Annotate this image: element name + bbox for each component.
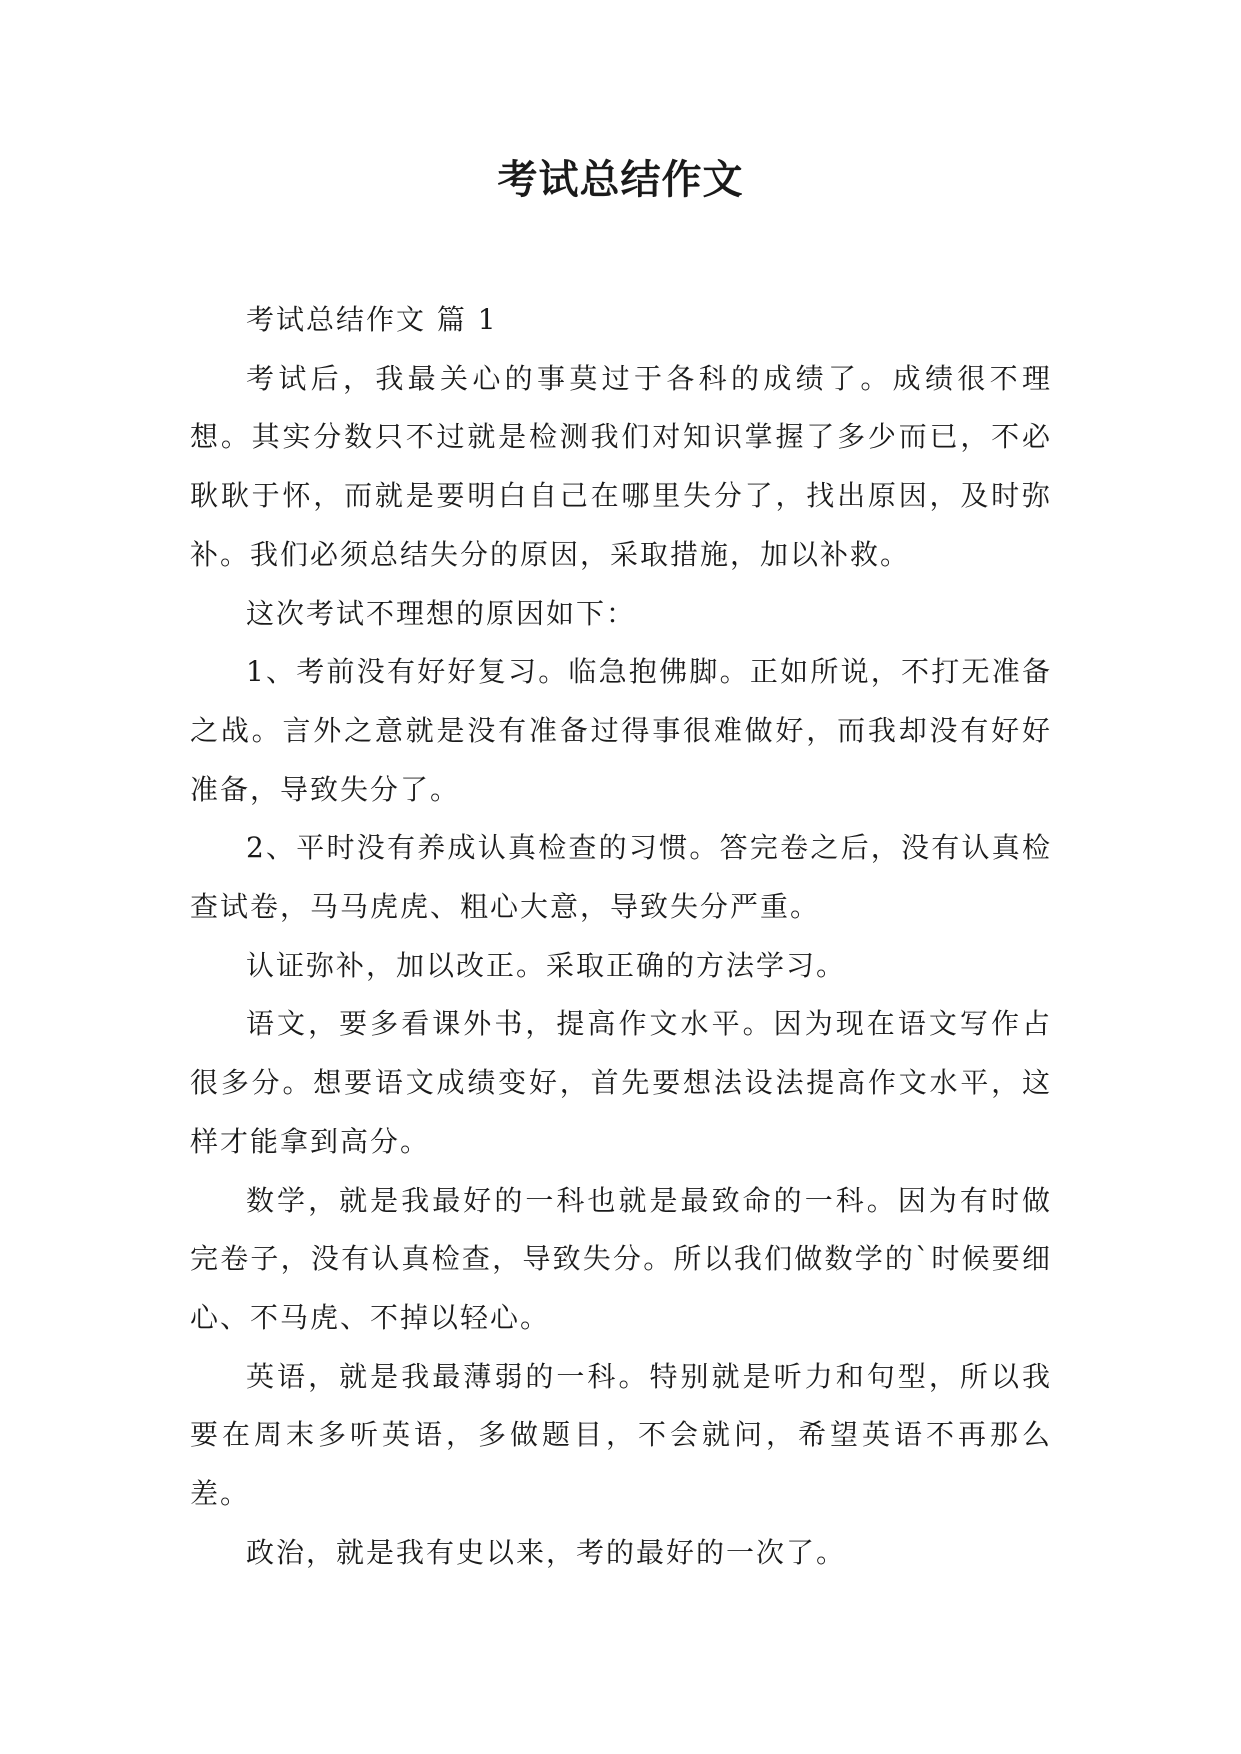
document-title: 考试总结作文 xyxy=(497,157,744,203)
paragraph-reason-2: 2、平时没有养成认真检查的习惯。答完卷之后，没有认真检查试卷，马马虎虎、粗心大意，导致失分严重。 xyxy=(190,831,1052,924)
paragraph-math: 数学，就是我最好的一科也就是最致命的一科。因为有时做完卷子，没有认真检查，导致失分。所以我们做数学的`时候要细心、不马虎、不掉以轻心。 xyxy=(190,1183,1052,1334)
paragraph-english: 英语，就是我最薄弱的一科。特别就是听力和句型，所以我要在周末多听英语，多做题目，不会就问，希望英语不再那么差。 xyxy=(190,1359,1052,1511)
paragraph-reasons-lead: 这次考试不理想的原因如下： xyxy=(246,596,637,630)
document-body xyxy=(190,291,1052,1582)
paragraph-chinese: 语文，要多看课外书，提高作文水平。因为现在语文写作占很多分。想要语文成绩变好，首先要想法设法提高作文水平，这样才能拿到高分。 xyxy=(190,1007,1052,1158)
paragraph-reason-1: 1、考前没有好好复习。临急抱佛脚。正如所说，不打无准备之战。言外之意就是没有准备过得事很难做好，而我却没有好好准备，导致失分了。 xyxy=(190,655,1052,806)
paragraph-intro: 考试后，我最关心的事莫过于各科的成绩了。成绩很不理想。其实分数只不过就是检测我们对知识掌握了多少而已，不必耿耿于怀，而就是要明白自己在哪里失分了，找出原因，及时弥补。我们必须总结失分的原因，采取措施，加以补救。 xyxy=(190,361,1052,571)
section-heading: 考试总结作文 篇 1 xyxy=(246,303,498,336)
paragraph-politics: 政治，就是我有史以来，考的最好的一次了。 xyxy=(246,1535,847,1569)
paragraph-remedy: 认证弥补，加以改正。采取正确的方法学习。 xyxy=(246,948,847,982)
